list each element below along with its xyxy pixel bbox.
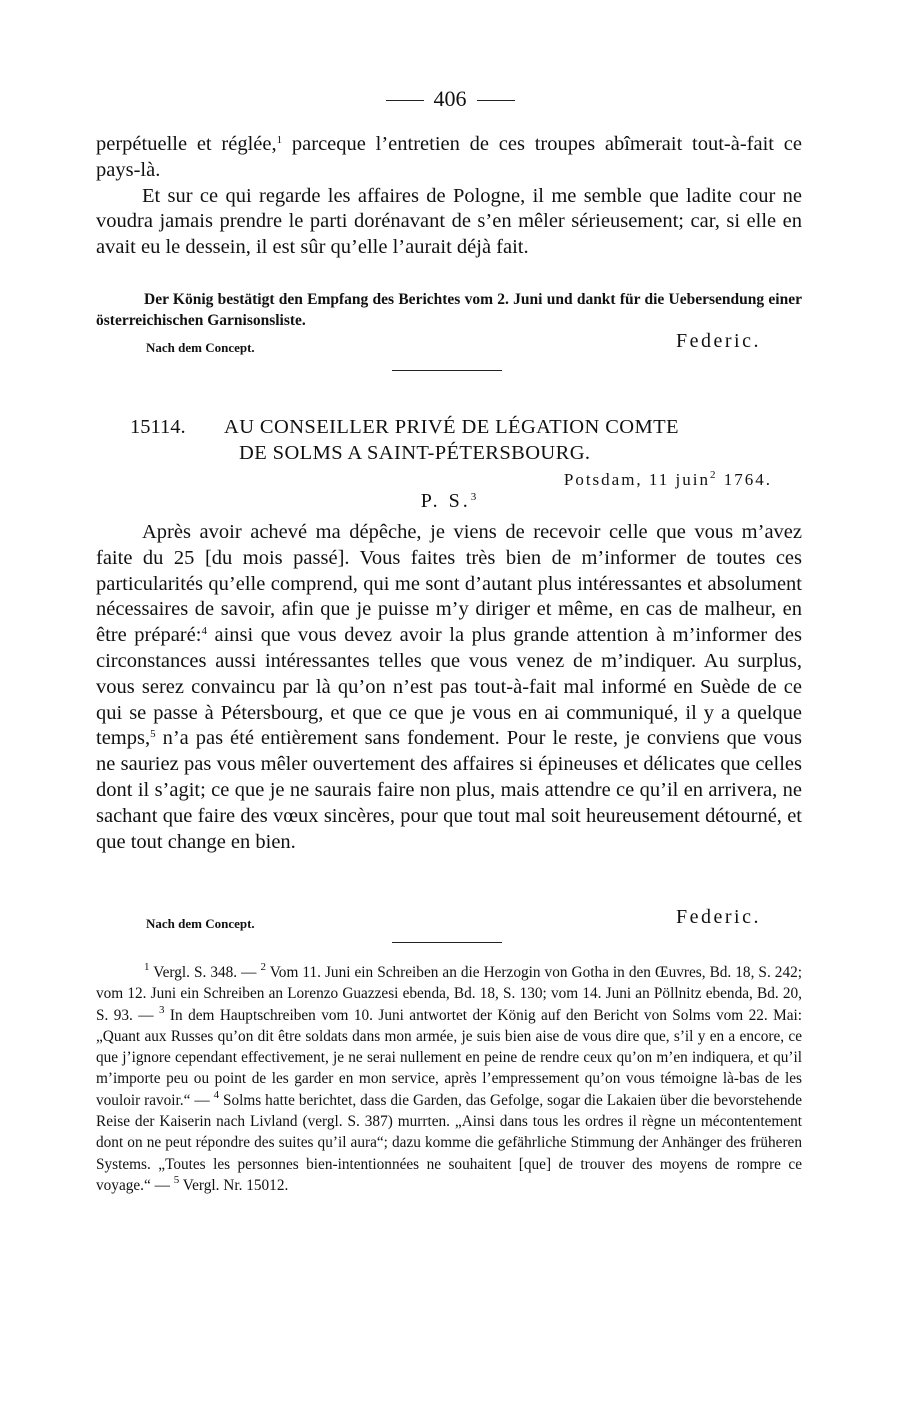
letter-number: 15114.: [130, 416, 186, 438]
footnote-marker: 2: [710, 469, 718, 481]
poland-paragraph: Et sur ce qui regarde les affaires de Pologne, il me semble que ladite cour ne voudra jamais prendre le parti dorénavant de s’en mêler sérieusement; car, si elle en avait eu le dessein, il est sûr qu’elle l’aurait déjà fait.: [96, 184, 802, 259]
footnote-marker: 3: [470, 491, 480, 503]
section-divider: [392, 370, 502, 371]
header-dash-left: [386, 100, 424, 101]
continuation-paragraph: perpétuelle et réglée,$^1$ parceque l’entretien de ces troupes abîmerait tout-à-fait ce pays-là.: [96, 133, 802, 181]
signature: Federic.: [676, 906, 761, 928]
letter-paragraph: Après avoir achevé ma dépêche, je viens de recevoir celle que vous m’avez faite du 25 [du mois passé]. Vous faites très bien de m’informer de toutes ces particularités qu’elle comprend, qui me sont d’autant plus intéressantes et absolument nécessaires de savoir, afin que je puisse m’y diriger et même, en cas de malheur, en être préparé:$^4$ ainsi que vous devez avoir la plus grande attention à m’informer des circonstances aussi intéressantes telles que vous venez de m’indiquer. Au surplus, vous serez convaincu par là qu’on n’est pas tout-à-fait mal informé en Suède de ce qui se passe à Pétersbourg, et que ce que je vous en ai communiqué, il y a quelque temps,$^5$ n’a pas été entièrement sans fondement. Pour le reste, je conviens que vous ne sauriez pas vous mêler ouvertement des affaires si épineuses et délicates que celles dont il s’agit; ce que je ne saurais faire non plus, mais attendre ce qu’il en arrivera, ne sachant que faire des vœux sincères, pour que tout mal soit heureusement détourné, et que tout change en bien.: [96, 521, 802, 853]
footnote-marker: 4: [201, 625, 207, 638]
footnote-marker: 5: [150, 728, 156, 741]
source-note: Nach dem Concept.: [146, 340, 255, 355]
footnote-block: $^1$ Vergl. S. 348. — $^2$ Vom 11. Juni ein Schreiben an die Herzogin von Gotha in den Œuvres, Bd. 18, S. 242; vom 12. Juni ein Schreiben an Lorenzo Guazzesi ebenda, Bd. 18, S. 130; vom 14. Juni an Pöllnitz ebenda, Bd. 20, S. 93. — $^3$ In dem Hauptschreiben vom 10. Juni antwortet der König auf den Bericht von Solms vom 22. Mai: „Quant aux Russes qu’on dit être soldats dans mon armée, je suis bien aise de vous dire que, s’il y en a encore, ce que j’ignore cependant effectivement, je ne serai nullement en peine de rendre ceux qu’on m’en indiquera, et qu’il m’importe peu ou point de les garder en mon service, après l’empressement qu’on vous témoigne là-bas de les vouloir ravoir.“ — $^4$ Solms hatte berichtet, dass die Garden, das Gefolge, sogar die Lakaien über die bevorstehende Reise der Kaiserin nach Livland (vergl. S. 387) murrten. „Ainsi dans tous les ordres il règne un mécontentement dont on ne peut répondre des suites qu’il aura“; dazu komme die gefährliche Stimmung der Anhänger des früheren Systems. „Toutes les personnes bien-intentionnées ne souhaitent [que] de trouver des moyens de rompre ce voyage.“ — $^5$ Vergl. Nr. 15012.: [96, 961, 802, 1194]
heading-line-1: AU CONSEILLER PRIVÉ DE LÉGATION COMTE: [224, 416, 679, 438]
letter-body: [96, 520, 802, 855]
postscript-label: P. S.$^3$: [420, 490, 480, 512]
source-note: Nach dem Concept.: [146, 916, 255, 931]
heading-line-2: DE SOLMS A SAINT-PÉTERSBOURG.: [239, 442, 591, 464]
footnote-divider: [392, 942, 502, 943]
continuation-text: [96, 132, 802, 261]
page-header: [0, 86, 900, 112]
regest-summary: Der König bestätigt den Empfang des Berichtes vom 2. Juni und dankt für die Uebersendung einer österreichischen Garnisonsliste.: [96, 291, 802, 329]
header-dash-right: [477, 100, 515, 101]
dateline: Potsdam, 11 juin$^2$ 1764.: [563, 469, 772, 489]
footnotes: [96, 962, 802, 1196]
signature: Federic.: [676, 330, 761, 352]
footnote-marker: 1: [276, 134, 283, 146]
page-number: 406: [433, 86, 467, 111]
